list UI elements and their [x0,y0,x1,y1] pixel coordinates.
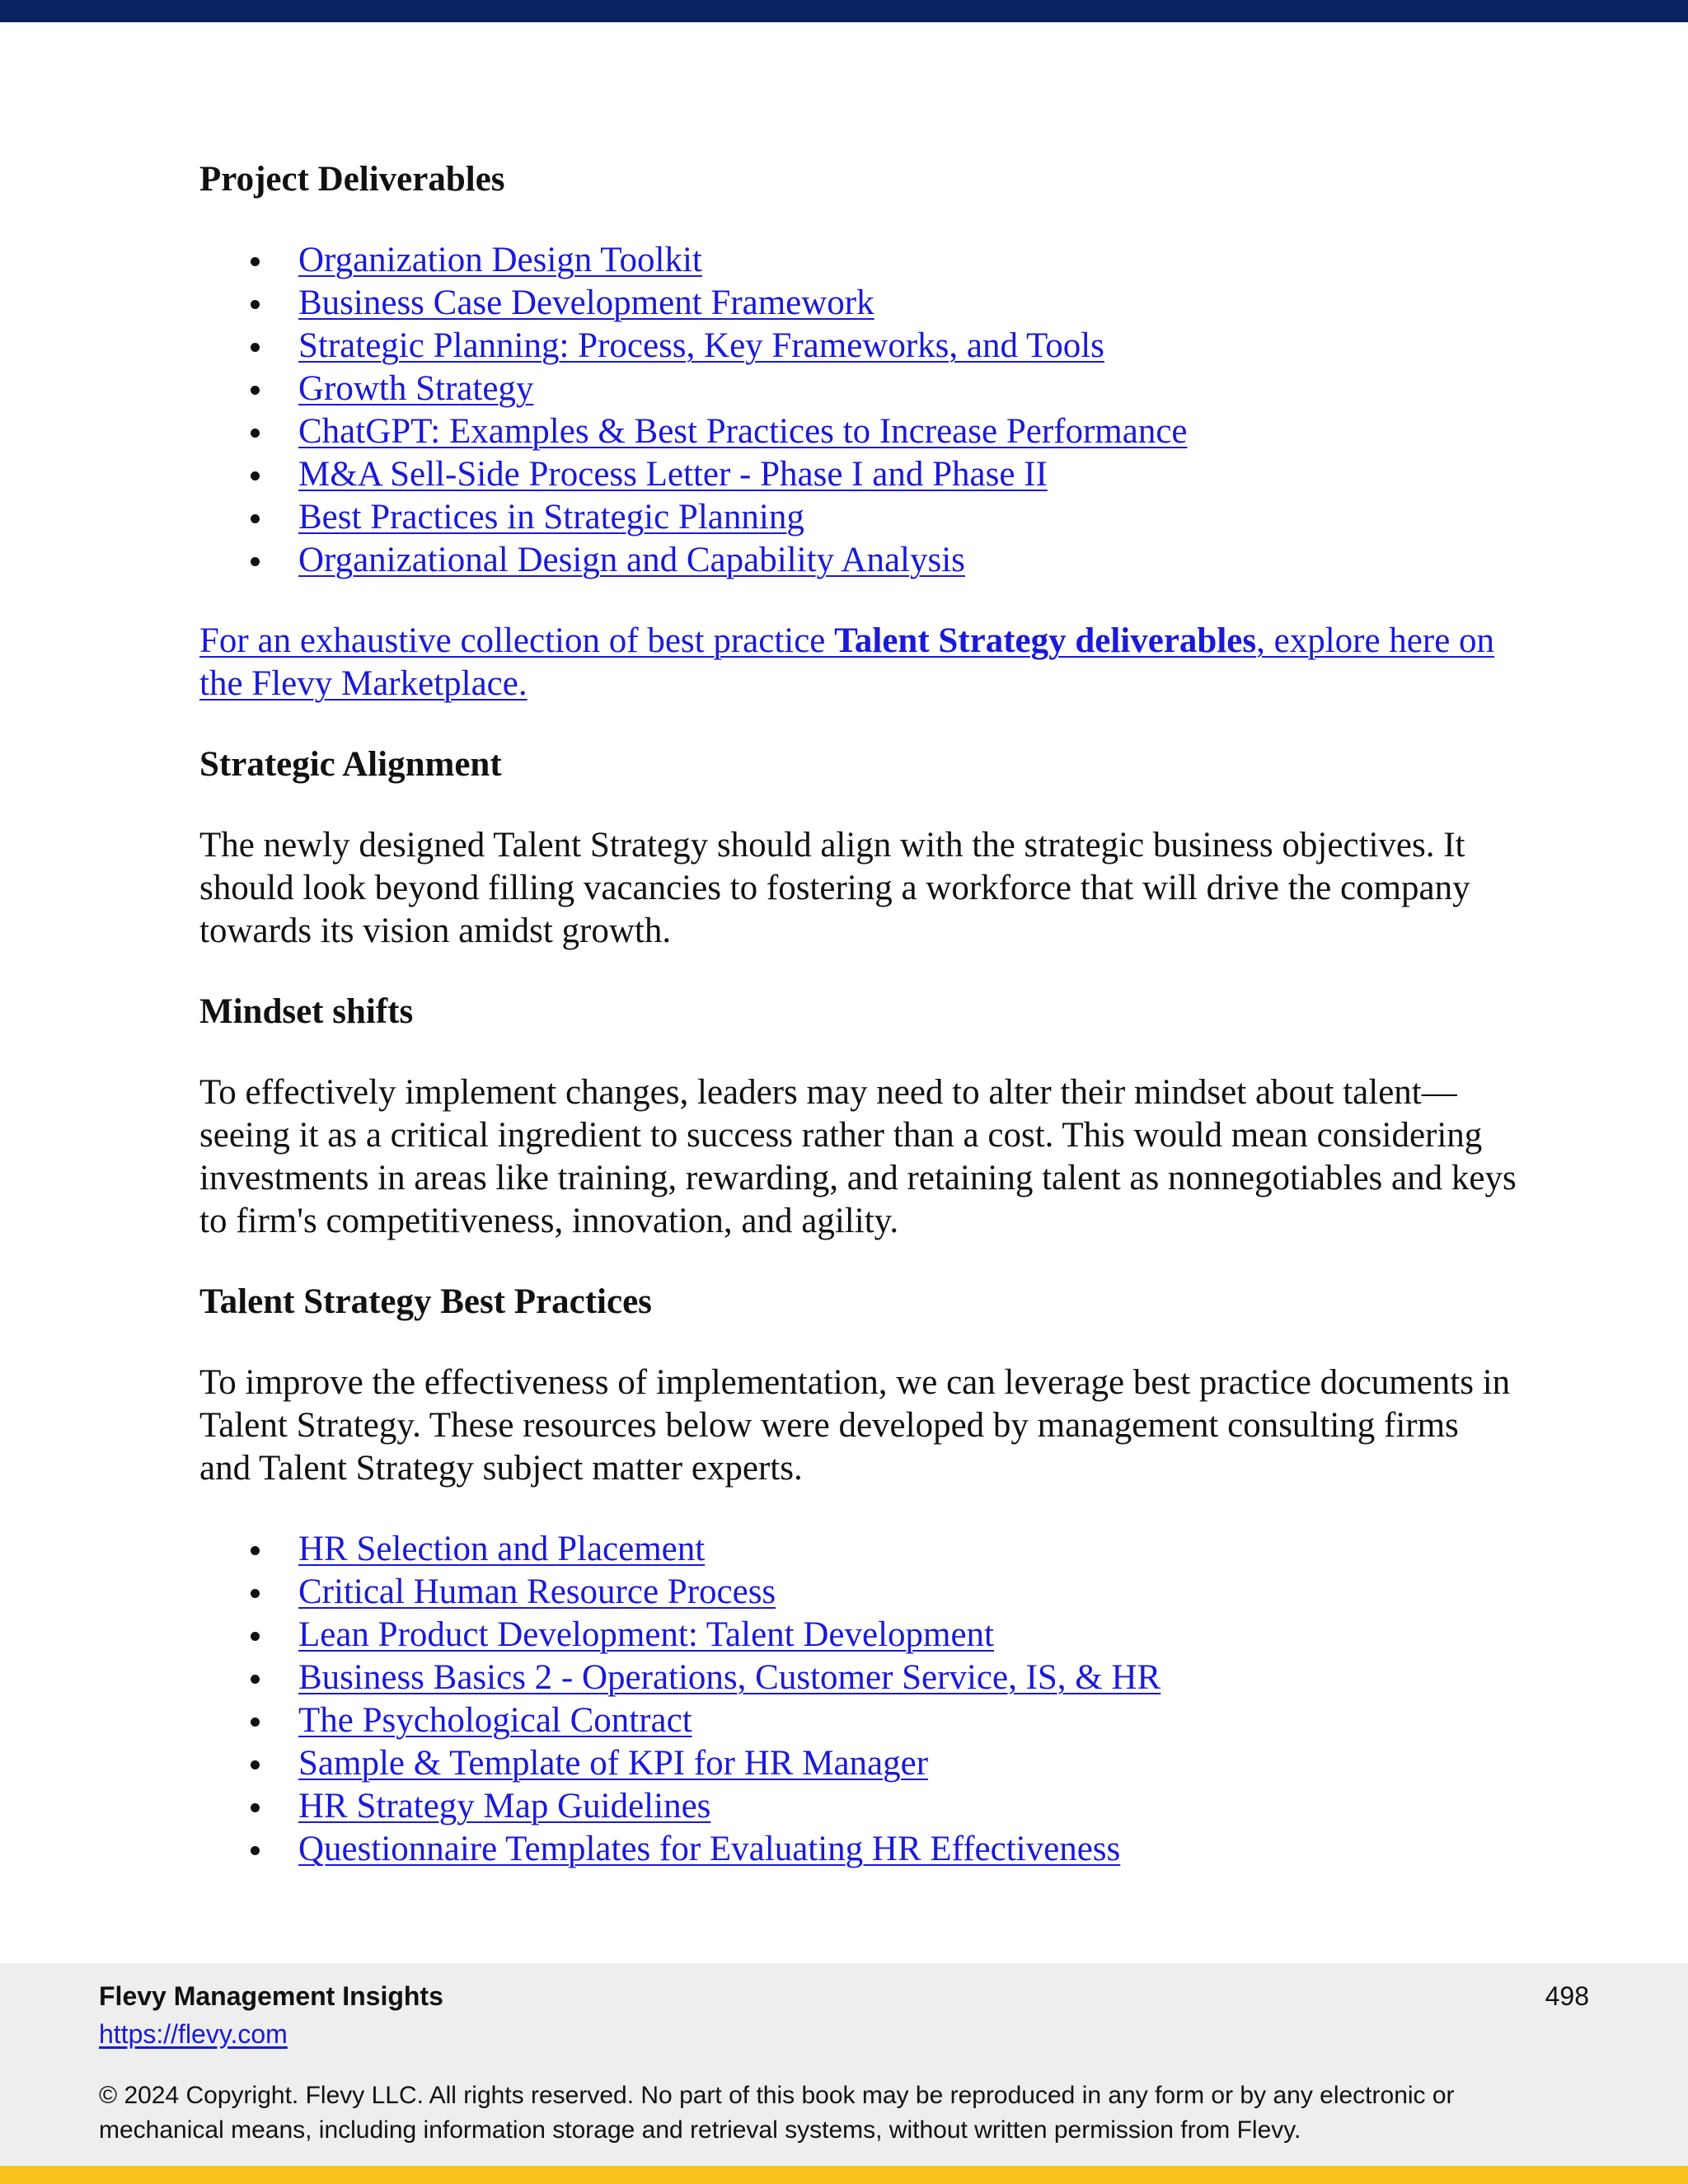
marketplace-cta [199,620,1518,705]
list-item [298,368,1518,410]
deliverable-link[interactable]: Organizational Design and Capability Analysis [298,541,965,579]
cta-suffix: , explore here on the Flevy Marketplace. [199,621,1495,703]
deliverable-link[interactable]: M&A Sell-Side Process Letter - Phase I and Phase II [298,455,1048,494]
list-item [298,1657,1518,1699]
list-item [298,1571,1518,1614]
best-practice-link[interactable]: Sample & Template of KPI for HR Manager [298,1744,929,1783]
list-item [298,453,1518,496]
list-item [298,282,1518,325]
deliverable-link[interactable]: Organization Design Toolkit [298,241,702,279]
deliverable-link[interactable]: Best Practices in Strategic Planning [298,498,804,537]
deliverable-link[interactable]: Growth Strategy [298,369,534,408]
best-practice-link[interactable]: Questionnaire Templates for Evaluating HR Effectiveness [298,1830,1121,1868]
list-item [298,1614,1518,1657]
best-practice-link[interactable]: HR Selection and Placement [298,1530,706,1568]
page-number: 498 [1545,1981,1589,2011]
list-item [298,496,1518,539]
list-item [298,410,1518,453]
list-item [298,239,1518,282]
copyright-notice: © 2024 Copyright. Flevy LLC. All rights reserved. No part of this book may be reproduced in any form or by any electronic or mechanical means, including information storage and retrieval systems, without written permission from Flevy. [99,2082,1455,2144]
best-practice-link[interactable]: Critical Human Resource Process [298,1572,776,1611]
page-footer [0,1963,1688,2166]
best-practice-link[interactable]: HR Strategy Map Guidelines [298,1787,711,1825]
deliverables-heading: Project Deliverables [199,160,505,199]
best-practice-link[interactable]: Lean Product Development: Talent Development [298,1615,995,1654]
cta-bold-text: Talent Strategy deliverables [834,621,1257,660]
cta-prefix: For an exhaustive collection of best practice [199,621,835,660]
best-practice-link[interactable]: The Psychological Contract [298,1701,692,1740]
best-practices-heading: Talent Strategy Best Practices [199,1282,652,1321]
deliverable-link[interactable]: Business Case Development Framework [298,284,874,322]
mindset-shifts-heading: Mindset shifts [199,992,414,1031]
list-item [298,1828,1518,1871]
strategic-alignment-text: The newly designed Talent Strategy should align with the strategic business objectives. It should look beyond filling vacancies to fostering a workforce that will drive the company towards its vision amidst growth. [199,826,1470,950]
footer-title: Flevy Management Insights [99,1981,443,2011]
page-content [199,158,1518,1909]
list-item [298,1785,1518,1828]
best-practices-list [199,1528,1518,1871]
list-item [298,325,1518,368]
header-accent-bar [0,0,1688,22]
deliverable-link[interactable]: ChatGPT: Examples & Best Practices to Increase Performance [298,412,1188,451]
list-item [298,1742,1518,1785]
best-practices-text: To improve the effectiveness of implementation, we can leverage best practice documents in Talent Strategy. These resources below were developed by management consulting firms and Talent Strategy subject matter experts. [199,1363,1511,1488]
marketplace-link[interactable] [199,621,1494,703]
list-item [298,539,1518,582]
mindset-shifts-text: To effectively implement changes, leaders may need to alter their mindset about talent—seeing it as a critical ingredient to success rather than a cost. This would mean considering investments in areas like training, rewarding, and retaining talent as nonnegotiables and keys to firm's competitiveness, innovation, and agility. [199,1073,1517,1240]
footer-accent-bar [0,2166,1688,2184]
strategic-alignment-heading: Strategic Alignment [199,745,502,784]
footer-url-link[interactable]: https://flevy.com [99,2019,288,2049]
deliverables-list [199,239,1518,582]
list-item [298,1528,1518,1571]
list-item [298,1699,1518,1742]
deliverable-link[interactable]: Strategic Planning: Process, Key Frameworks, and Tools [298,326,1104,365]
best-practice-link[interactable]: Business Basics 2 - Operations, Customer Service, IS, & HR [298,1658,1161,1697]
